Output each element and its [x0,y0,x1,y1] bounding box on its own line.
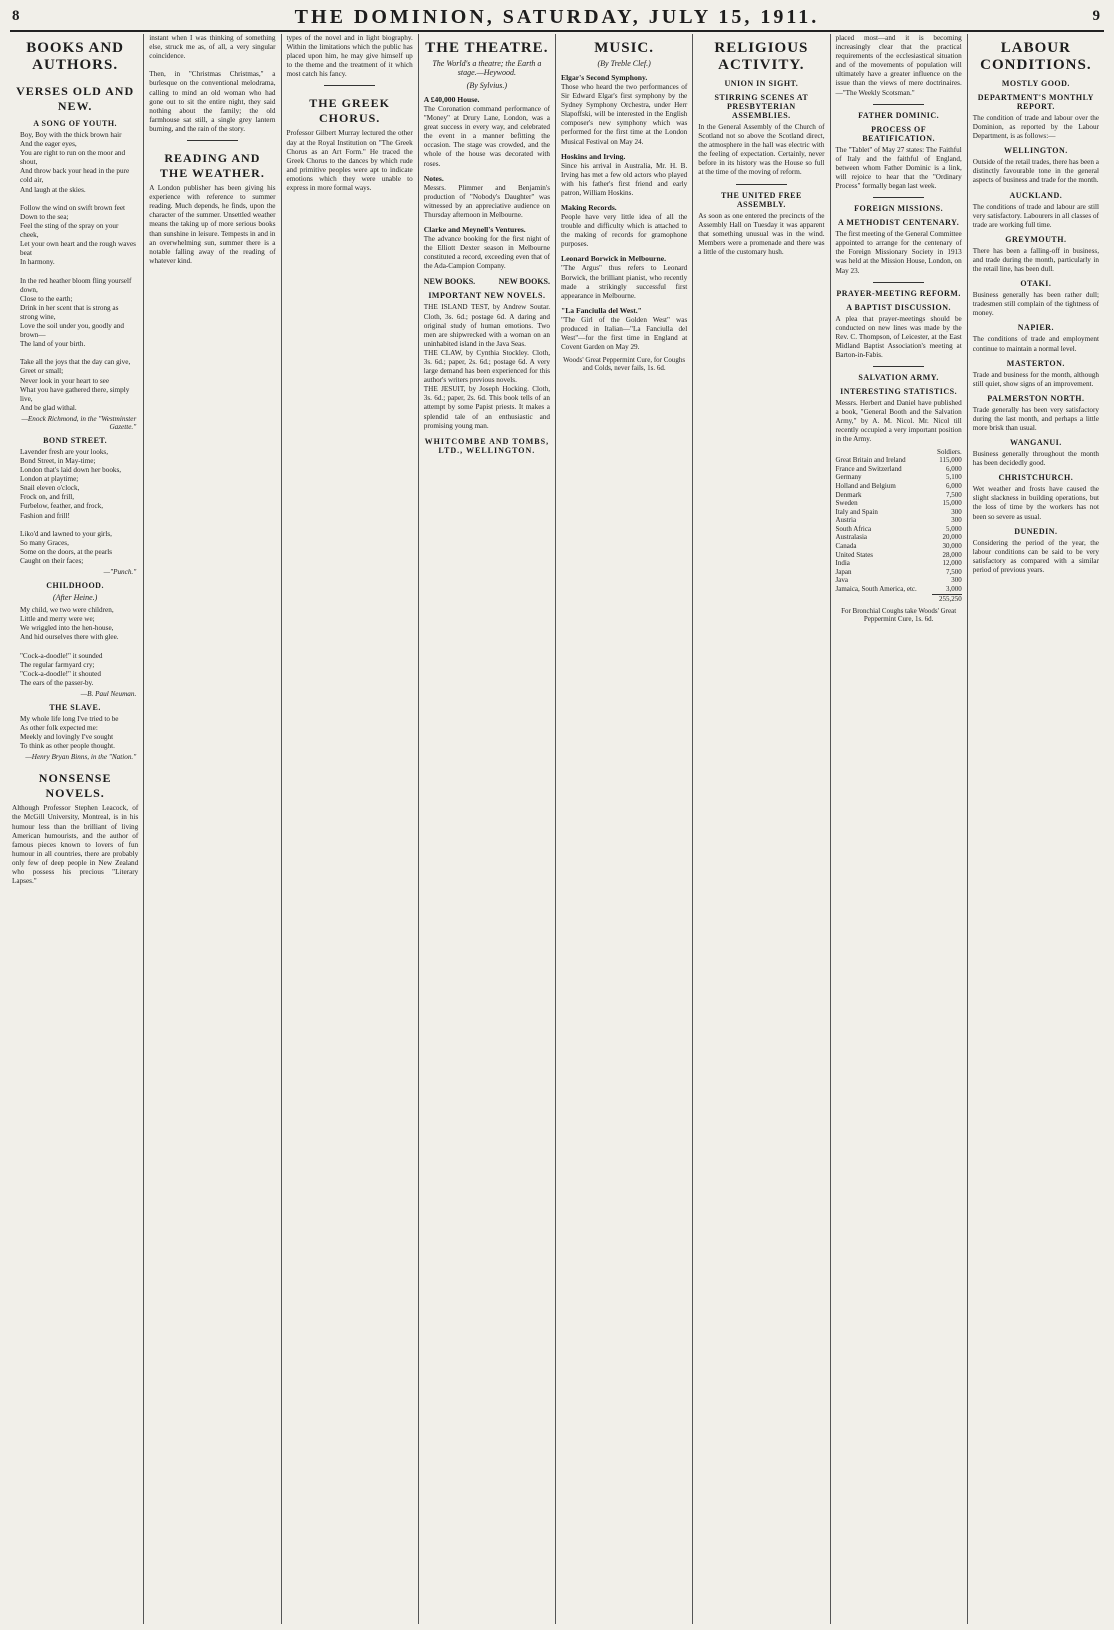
table-row [836,576,962,585]
paragraph-heading: Leonard Borwick in Melbourne. [561,254,667,264]
masthead [10,4,1104,32]
article-text: "The Argus" thus refers to Leonard Borwick, the brilliant pianist, who recently made a strikingly successful first appearance in Melbourne. [561,264,688,300]
paragraph-heading: Making Records. [561,203,617,213]
district-heading: MASTERTON. [1006,358,1065,368]
table-row [836,551,962,560]
subheading: A BAPTIST DISCUSSION. [846,302,952,312]
article-text: A plea that prayer-meetings should be conducted on new lines was made by the Rev. C. Thompson, of Leicester, at the East Midland Baptist Association's meeting at Barton-in-Fabis. [835,314,962,359]
soldiers-cell: 6,000 [946,464,962,473]
book-listing: THE JESUIT, by Joseph Hocking. Cloth, 3s. 6d.; paper, 2s. 6d. This book tells of an attempt by some Papist priests. It makes a splendid tale of an enthusiastic and promising young man. [423,385,550,430]
soldiers-cell: 7,500 [946,567,962,576]
district-report: The conditions of trade and employment continue to maintain a normal level. [972,335,1099,353]
poem-attribution: —"Punch." [103,568,137,577]
country-cell: Australasia [835,533,867,542]
district-report: Business generally throughout the month has been decidedly good. [972,450,1099,468]
section-heading: BOOKS AND AUTHORS. [26,40,125,73]
subheading: FATHER DOMINIC. [858,110,940,120]
divider [187,140,238,141]
table-row [836,533,962,542]
subheading: THE UNITED FREE ASSEMBLY. [720,190,802,209]
soldiers-cell: 300 [951,516,962,525]
soldiers-cell: 6,000 [946,481,962,490]
article-text: The advance booking for the first night of the Elliott Dexter season in Melbourne constituted a record, exceeding even that of the Ada-Campion Company. [423,235,550,271]
column-seven [830,34,967,1624]
poem-attribution: —B. Paul Neuman. [80,689,137,698]
subheading: READING AND THE WEATHER. [159,151,265,181]
country-cell: Sweden [835,499,858,508]
poem-title: A SONG OF YOUTH. [33,119,118,128]
poem-body: Lavender fresh are your looks, Bond Street, in May-time; London that's laid down her books, London at playtime; Snail eleven o'clock, Frock on, and frill, Furbelow, feather, and frock, Fashion and frill! Liko'd and lawned to your girls, So many Graces, Some on the doors, at the pearls Caught on their faces; [20,447,122,566]
divider [873,282,924,283]
salvation-army-table [836,448,962,604]
newspaper-title: THE DOMINION, SATURDAY, JULY 15, 1911. [294,6,820,28]
article-text: Professor Gilbert Murray lectured the other day at the Royal Institution on "The Greek Chorus as an Art Form." He traced the Greek Chorus to the dances by which rude and primitive peoples were apt to indicate emotions which they were unable to express in more formal ways. [286,129,413,193]
paragraph-heading: Elgar's Second Symphony. [561,73,648,82]
soldiers-cell: 115,000 [939,456,962,465]
article-text: instant when I was thinking of something else, struck me as, of all, a very singular coincidence. Then, in "Christmas Christmas," a burlesque on the conventional melodrama, calling to mind an old woman who had gone out to sit the entire night, they said nothing about the family; the old farmhouse sat still, a single grey lantern burning, and the rain of the story. [149,34,276,133]
new-books-right: NEW BOOKS. [498,277,550,287]
subheading: DEPARTMENT'S MONTHLY REPORT. [977,93,1094,111]
soldiers-cell: 5,000 [946,524,962,533]
district-heading: NAPIER. [1017,323,1054,333]
table-row [836,525,962,534]
table-row [836,482,962,491]
article-text: placed most—and it is becoming increasingly clear that the practical requirements of the ecclesiastical situation and of the movements of population will ultimately have a greater influence on the issue than the views of mere doctrinaires.—"The Weekly Scotsman." [835,34,962,97]
country-cell: Germany [835,473,862,482]
new-books-left: NEW BOOKS. [423,277,476,287]
soldiers-cell: 300 [951,507,962,516]
book-listing: THE CLAW, by Cynthia Stockley. Cloth, 3s. 6d.; paper, 2s. 6d.; postage 6d. A very large demand has been experienced for this author's writers previous novels. [423,348,550,385]
district-report: Outside of the retail trades, there has been a distinctly favourable tone in the general aspects of business and trade for the month. [972,158,1099,185]
district-report: Business generally has been rather dull; tradesmen still complain of the tightness of money. [972,291,1099,318]
soldiers-cell: 20,000 [942,533,962,542]
byline: (By Treble Clef.) [597,59,651,68]
article-text: The Coronation command performance of "Money" at Drury Lane, London, was a great success in every way, and celebrated the event in a manner befitting the occasion. The stage was crowded, and the whole of the house was decorated with roses. [423,105,550,168]
district-report: Wet weather and frosts have caused the slight slackness in building operations, but the loss of time by the workers has not been so severe as usual. [972,485,1099,521]
district-heading: DUNEDIN. [1014,526,1058,536]
poem-title: CHILDHOOD. [46,581,104,591]
column-theatre [418,34,555,1624]
article-text: Since his arrival in Australia, Mr. H. B. Irving has met a few old actors who played with his father's first friend and early patron, William Hoskins. [561,161,688,197]
subheading: FOREIGN MISSIONS. [854,204,944,214]
table-row [836,559,962,568]
column-three [281,34,418,1624]
district-heading: WELLINGTON. [1003,146,1068,156]
country-cell: Holland and Belgium [835,481,896,490]
column-two [143,34,280,1624]
table-row [836,465,962,474]
books-subheading: IMPORTANT NEW NOVELS. [428,291,546,301]
new-books-banner [424,277,550,286]
district-report: Trade and business for the month, although still quiet, show signs of an improvement. [972,370,1099,388]
country-cell: France and Switzerland [835,464,902,473]
soldiers-cell: 5,100 [946,473,962,482]
district-heading: AUCKLAND. [1009,190,1063,200]
article-text: The first meeting of the General Committee appointed to arrange for the centenary of the Foreign Missionary Society in 1913 was held at the Mission House, London, on May 23. [835,230,962,275]
section-heading: THE THEATRE. [425,40,549,56]
table-row [836,499,962,508]
article-text: "The Girl of the Golden West" was produced in Italian—"La Fanciulla del West"—for the first time in England at Covent Garden on May 29. [561,315,688,352]
epigraph: The World's a theatre; the Earth a stage.—Heywood. [432,59,542,77]
subheading: STIRRING SCENES AT PRESBYTERIAN ASSEMBLIES. [714,93,809,120]
subheading: NONSENSE NOVELS. [38,771,112,801]
subheading: MOSTLY GOOD. [1001,79,1070,88]
poem-body: My child, we two were children, Little and merry were we; We wriggled into the hen-house, And hid ourselves there with glee. "Cock-a-doodle!" it sounded The regular farmyard cry; "Cock-a-doodle!" it shouted The ears of the passer-by. [20,606,119,687]
article-text: The "Tablet" of May 27 states: The Faithful of Italy and the faithful of England, between whom Father Dominic is a link, will rejoice to hear that the "Ordinary Process" formally began last week. [835,145,962,191]
subheading: UNION IN SIGHT. [724,79,799,88]
table-body [836,456,962,594]
article-text: People have very little idea of all the trouble and difficulty which is attached to the making of records for gramophone purposes. [561,213,688,249]
country-cell: Japan [835,567,852,576]
article-text: The condition of trade and labour over the Dominion, as reported by the Labour Department, is as follows:— [972,114,1099,141]
article-text: types of the novel and in light biography. Within the limitations which the public has placed upon him, he may give himself up to the theme and the treatment of it which most catch his fancy. [286,34,413,79]
country-cell: South Africa [835,524,872,533]
book-listing: THE ISLAND TEST, by Andrew Soutar. Cloth, 3s. 6d.; postage 6d. A daring and original study of human emotions. Two men are shipwrecked with a woman on an uninhabited island in the Java Seas. [423,303,550,348]
country-cell: Jamaica, South America, etc. [835,585,917,594]
column-labour [967,34,1104,1624]
article-text: Messrs. Herbert and Daniel have published a book, "General Booth and the Salvation Army," by A. M. Nicol. Mr. Nicol till recently occupied a very important position in the Army. [835,399,962,444]
table-row [836,491,962,500]
page-number-left: 8 [12,8,20,24]
column-music [555,34,692,1624]
country-cell: Great Britain and Ireland [835,456,906,465]
district-report: Considering the period of the year, the labour conditions can be said to be very satisfactory as compared with a similar period of previous years. [972,538,1099,574]
country-cell: Denmark [835,490,862,499]
district-heading: WANGANUI. [1009,438,1062,448]
table-header: Soldiers. [937,447,962,456]
country-cell: Italy and Spain [835,507,878,516]
divider [736,184,787,185]
article-text: A London publisher has been giving his experience with reference to summer reading. Much depends, he finds, upon the character of the summer. Unsettled weather means the taking up of more serious books than sunshine in leisure. Tempests in and in an overwhelming sun, summer there is a notable falling away of the reading of whatever kind. [149,184,276,265]
paragraph-heading: Hoskins and Irving. [561,151,626,161]
district-heading: CHRISTCHURCH. [998,473,1074,483]
soldiers-cell: 12,000 [942,559,962,568]
page-number-right: 9 [1092,8,1100,24]
advertisement: For Bronchial Coughs take Woods' Great Peppermint Cure, 1s. 6d. [841,607,957,624]
poem-byline: (After Heine.) [52,593,98,603]
subheading: INTERESTING STATISTICS. [840,387,958,397]
poem-attribution: —Enock Richmond, in the "Westminster Gazette." [21,414,137,431]
subheading: VERSES OLD AND NEW. [16,84,135,113]
article-text: As soon as one entered the precincts of the Assembly Hall on Tuesday it was apparent that something unusual was in the wind. Members were a promenade and there was a little of the customary hush. [698,211,825,256]
columns [10,34,1104,1624]
subheading: PRAYER-MEETING REFORM. [836,288,961,298]
table-row [836,508,962,517]
soldiers-cell: 15,000 [942,499,962,508]
table-row [836,516,962,525]
column-books-authors [10,34,143,1624]
subheading: THE GREEK CHORUS. [309,96,390,126]
poem-attribution: —Henry Bryan Binns, in the "Nation." [25,753,137,762]
divider [324,85,375,86]
table-row [836,568,962,577]
district-heading: OTAKI. [1020,279,1052,289]
soldiers-cell: 7,500 [946,490,962,499]
table-row [836,585,962,594]
article-text: Messrs. Plimmer and Benjamin's production of "Nobody's Daughter" was witnessed by an appreciative audience on Thursday afternoon in Melbourne. [423,183,550,219]
column-religious [692,34,829,1624]
paragraph-heading: Clarke and Meynell's Ventures. [423,225,526,235]
poem-title: THE SLAVE. [49,702,101,712]
subheading: SALVATION ARMY. [858,373,939,383]
section-heading: MUSIC. [594,40,654,56]
poem-body: Boy, Boy with the thick brown hair And the eager eyes, You are right to run on the moor and shout, And throw back your head in the pure cold air, And laugh at the skies. Follow the wind on swift brown feet Down to the sea; Feel the sting of the spray on your cheek, Let your own heart and the rough waves beat In harmony. In the red heather bloom fling yourself down, Close to the earth; Drink in her scent that is strong as strong wine, Love the soil under you, goodly and brown— The land of your birth. Take all the joys that the day can give, Greet or small; Never look in your heart to see What you have gathered there, simply live, And be glad withal. [20,131,136,412]
divider [873,366,924,367]
table-row [836,473,962,482]
district-heading: GREYMOUTH. [1005,234,1067,244]
table-row [836,456,962,465]
district-heading: PALMERSTON NORTH. [987,393,1085,403]
divider [873,104,924,105]
advertisement: Woods' Great Peppermint Cure, for Coughs and Colds, never fails, 1s. 6d. [563,356,686,373]
country-cell: Canada [835,542,857,551]
table-row [836,542,962,551]
soldiers-cell: 300 [951,576,962,585]
country-cell: Austria [835,516,857,525]
divider [873,197,924,198]
subheading: PROCESS OF BEATIFICATION. [862,124,935,143]
subheading: A METHODIST CENTENARY. [838,218,960,228]
table-total: 255,250 [932,594,961,603]
district-report: The conditions of trade and labour are still very satisfactory. Labourers in all classes of trade are working full time. [972,202,1099,229]
soldiers-cell: 28,000 [942,550,962,559]
publisher-ad: WHITCOMBE AND TOMBS, LTD., WELLINGTON. [424,436,550,455]
byline: (By Sylvius.) [466,81,508,90]
country-cell: United States [835,550,874,559]
labour-sections [973,146,1099,575]
paragraph-heading: Notes. [423,173,444,183]
article-text: Those who heard the two performances of Sir Edward Elgar's first symphony by the Sydney Symphony Orchestra, under Herr Slapoffski, will be interested in the English composer's new symphony which was performed for the first time at the London Musical Festival on May 24. [561,83,688,146]
section-heading: RELIGIOUS ACTIVITY. [714,40,809,73]
district-report: Trade generally has been very satisfactory during the last month, and perhaps a little more brisk than usual. [972,405,1099,432]
poem-title: BOND STREET. [43,435,108,445]
soldiers-cell: 30,000 [942,542,962,551]
country-cell: Java [835,576,848,585]
district-report: There has been a falling-off in business, and trade during the month, particularly in the retail line, has been dull. [972,246,1099,274]
poem-body: My whole life long I've tried to be As other folk expected me: Meekly and lovingly I've sought To think as other people thought. [20,714,119,751]
soldiers-cell: 3,000 [946,585,962,594]
article-text: In the General Assembly of the Church of Scotland not so above the Scotland direct, the atmosphere in the hall was electric with the feeling of expectation. Certainly, never before in its history was the House so full at the time of the moving of reform. [698,123,825,177]
article-text: Although Professor Stephen Leacock, of the McGill University, Montreal, is in his humour less than the brilliant of living American humourists, and the author of famous pieces known to lovers of fun humour in all countries, there are probably only few of deep people in New Zealand who possess his precious "Literary Lapses." [12,804,139,886]
country-cell: India [835,559,850,568]
section-heading: LABOUR CONDITIONS. [980,40,1092,73]
paragraph-heading: "La Fanciulla del West." [561,305,642,315]
paragraph-heading: A £40,000 House. [423,95,480,104]
